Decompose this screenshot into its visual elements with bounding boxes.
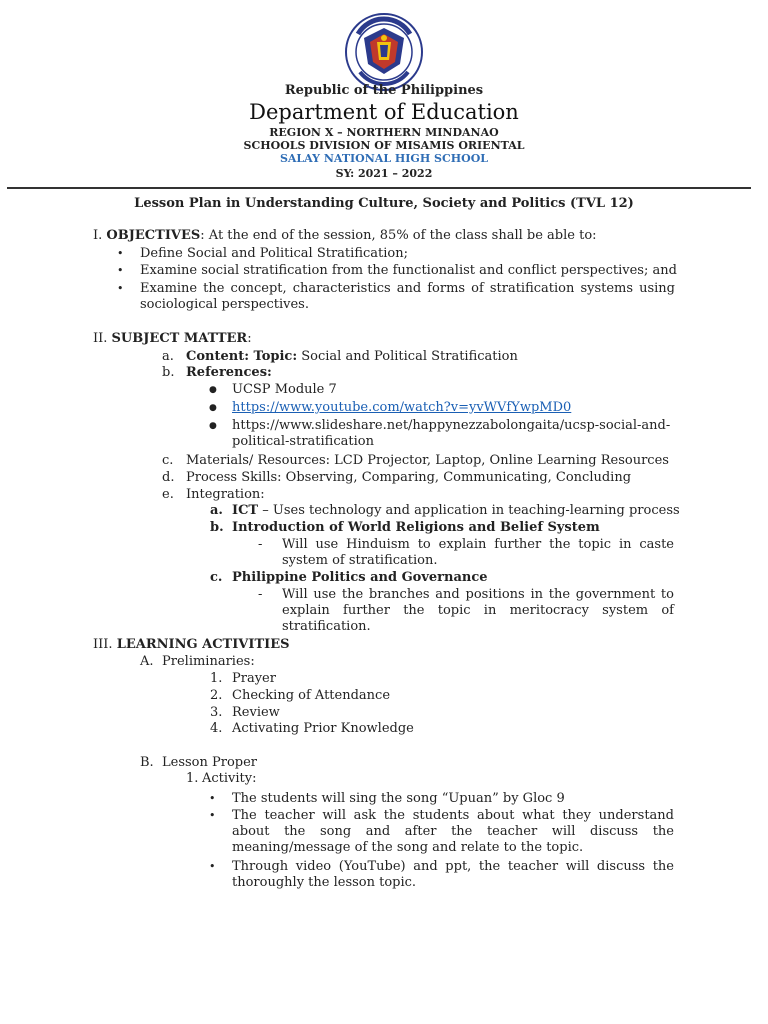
integration-marker: a. [210, 503, 223, 518]
bullet-icon: • [117, 282, 124, 295]
bullet-icon: • [209, 860, 216, 873]
dash-marker: - [258, 537, 263, 552]
lesson-plan-title: Lesson Plan in Understanding Culture, Society and Politics (TVL 12) [134, 196, 634, 211]
item-marker: c. [162, 453, 174, 468]
learning-activities-heading: LEARNING ACTIVITIES [116, 637, 290, 652]
materials-line: Materials/ Resources: LCD Projector, Laptop, Online Learning Resources [186, 453, 669, 468]
dash-marker: - [258, 587, 263, 602]
objectives-intro: : At the end of the session, 85% of the class shall be able to: [200, 228, 597, 243]
activity-item: The students will sing the song “Upuan” by Gloc 9 [232, 791, 565, 806]
school-name: SALAY NATIONAL HIGH SCHOOL [279, 152, 489, 165]
activity-item: Through video (YouTube) and ppt, the teacher will discuss the thoroughly the lesson topic. [232, 859, 674, 890]
objectives-heading: OBJECTIVES [106, 228, 201, 243]
list-number: 1. [210, 671, 223, 686]
objective-item: Examine the concept, characteristics and forms of stratification systems using sociological perspectives. [140, 281, 675, 312]
region-line: REGION X – NORTHERN MINDANAO [269, 126, 499, 139]
references-label: References: [186, 365, 272, 380]
integration-world-religions: Introduction of World Religions and Belief System [232, 520, 600, 535]
integration-marker: b. [210, 520, 224, 535]
preliminary-item: Prayer [232, 671, 276, 686]
youtube-link[interactable]: https://www.youtube.com/watch?v=yvWVfYwpMD0 [232, 400, 572, 415]
preliminary-item: Review [232, 705, 280, 720]
content-topic-line [186, 349, 518, 365]
subject-matter-colon: : [247, 331, 252, 346]
objective-item: Examine social stratification from the functionalist and conflict perspectives; and [140, 263, 677, 278]
preliminary-item: Checking of Attendance [232, 688, 391, 703]
preliminaries-label: Preliminaries: [162, 654, 255, 669]
integration-ict-label: ICT [232, 503, 259, 518]
integration-ict-text: – Uses technology and application in teaching-learning process [258, 503, 680, 518]
subject-matter-heading: SUBJECT MATTER [111, 331, 248, 346]
item-marker: A. [140, 654, 154, 669]
integration-politics: Philippine Politics and Governance [232, 570, 488, 585]
bullet-icon: ● [209, 403, 217, 413]
list-number: 1. [186, 771, 199, 786]
item-marker: B. [140, 755, 154, 770]
item-marker: b. [162, 365, 175, 380]
learning-activities-line [93, 637, 290, 653]
objectives-numeral: I. [93, 228, 103, 243]
bullet-icon: ● [209, 385, 217, 395]
list-number: 4. [210, 721, 223, 736]
item-marker: d. [162, 470, 175, 485]
reference-item: UCSP Module 7 [232, 382, 337, 397]
bullet-icon: • [209, 792, 216, 805]
republic-line: Republic of the Philippines [284, 83, 484, 98]
activity-label: Activity: [202, 771, 257, 786]
division-line: SCHOOLS DIVISION OF MISAMIS ORIENTAL [243, 139, 525, 152]
list-number: 2. [210, 688, 223, 703]
objective-item: Define Social and Political Stratification; [140, 246, 408, 261]
integration-note: Will use the branches and positions in the government to explain further the topic in meritocracy system of stratification. [282, 587, 674, 634]
department-title: Department of Education [249, 100, 519, 124]
process-skills-line: Process Skills: Observing, Comparing, Communicating, Concluding [186, 470, 632, 485]
integration-note: Will use Hinduism to explain further the topic in caste system of stratification. [282, 537, 674, 568]
header-divider [7, 187, 751, 189]
bullet-icon: • [117, 247, 124, 260]
deped-seal [344, 12, 424, 92]
integration-marker: c. [210, 570, 223, 585]
lesson-proper-label: Lesson Proper [162, 755, 258, 770]
item-marker: a. [162, 349, 174, 364]
bullet-icon: ● [209, 421, 217, 431]
integration-ict [232, 503, 680, 519]
content-topic-value: Social and Political Stratification [297, 349, 518, 364]
learning-activities-numeral: III. [93, 637, 113, 652]
bullet-icon: • [117, 264, 124, 277]
subject-matter-line [93, 331, 252, 347]
objectives-line [93, 228, 597, 244]
list-number: 3. [210, 705, 223, 720]
item-marker: e. [162, 487, 174, 502]
activity-item: The teacher will ask the students about what they understand about the song and after the teacher will discuss the meaning/message of the song and relate to the topic. [232, 808, 674, 855]
bullet-icon: • [209, 809, 216, 822]
school-year: SY: 2021 – 2022 [335, 167, 433, 180]
preliminary-item: Activating Prior Knowledge [232, 721, 414, 736]
content-topic-label: Content: Topic: [186, 349, 298, 364]
slideshare-reference: https://www.slideshare.net/happynezzabolongaita/ucsp-social-and-political-stratification [232, 418, 671, 449]
integration-label: Integration: [186, 487, 265, 502]
subject-matter-numeral: II. [93, 331, 108, 346]
